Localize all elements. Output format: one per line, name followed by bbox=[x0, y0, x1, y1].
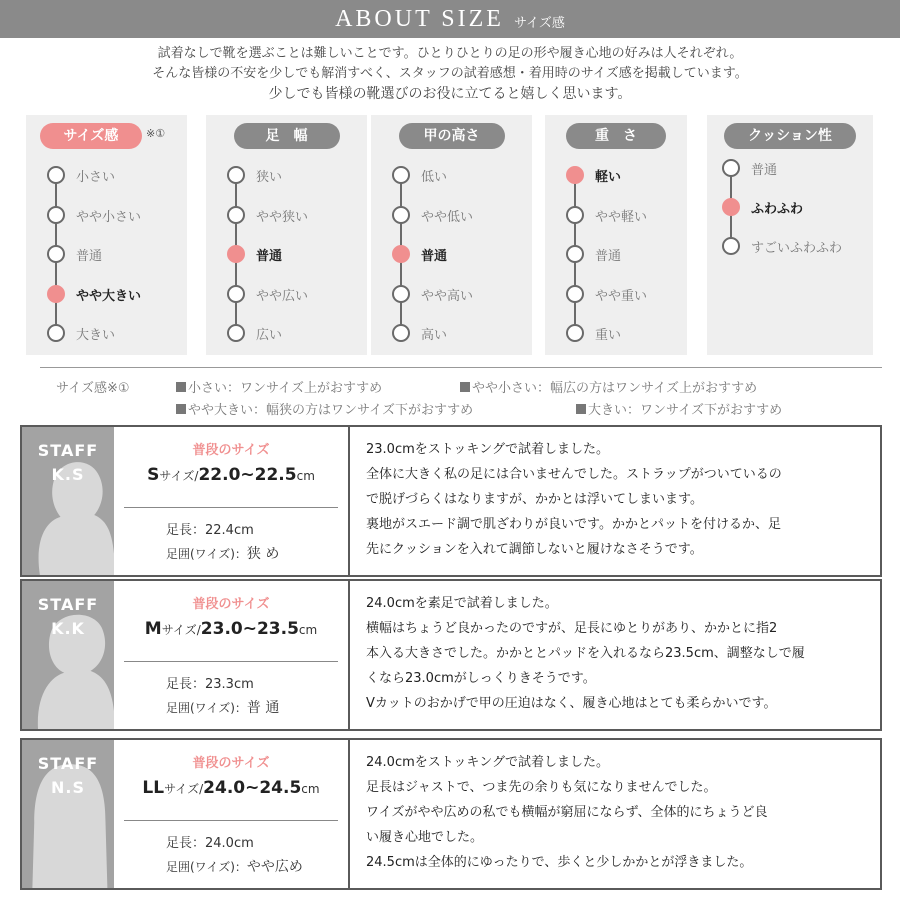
option-marker bbox=[227, 285, 245, 303]
staff-size-info bbox=[114, 740, 348, 888]
legend-item: やや小さい：幅広の方はワンサイズ上がおすすめ bbox=[460, 377, 757, 396]
option-label: 普通 bbox=[76, 249, 103, 264]
option-label: やや軽い bbox=[595, 209, 648, 225]
intro-line-2: そんな皆様の不安を少しでも解消すべく、スタッフの試着感想・着用時のサイズ感を掲載しています。 bbox=[152, 66, 748, 81]
scale-panel bbox=[371, 115, 532, 355]
option-marker bbox=[47, 324, 65, 342]
scale-title: 甲の高さ bbox=[399, 123, 505, 149]
staff-card bbox=[20, 738, 882, 890]
option-marker bbox=[722, 159, 740, 177]
option-label: 普通 bbox=[751, 163, 778, 178]
comment-line: 裏地がスエード調で肌ざわりが良いです。かかとパットを付けるか、足 bbox=[366, 517, 781, 532]
usual-size-label: 普段のサイズ bbox=[192, 443, 270, 458]
usual-size-label: 普段のサイズ bbox=[192, 756, 270, 771]
divider bbox=[124, 820, 338, 821]
comment-line: 全体に大きく私の足には合いませんでした。ストラップがついているの bbox=[366, 467, 782, 482]
staff-size-info bbox=[114, 581, 348, 729]
foot-length: 足長：22.4cm bbox=[166, 523, 254, 538]
legend-item: 大きい：ワンサイズ下がおすすめ bbox=[576, 399, 782, 418]
selected-marker bbox=[392, 245, 410, 263]
option-marker bbox=[47, 245, 65, 263]
scale-panel bbox=[206, 115, 367, 355]
selected-marker bbox=[566, 166, 584, 184]
legend-label: サイズ感※① bbox=[56, 381, 130, 396]
selected-marker bbox=[47, 285, 65, 303]
usual-size: LLサイズ/24.0~24.5cm bbox=[142, 778, 320, 798]
option-label: 軽い bbox=[595, 170, 622, 185]
divider bbox=[40, 367, 882, 368]
option-label: やや低い bbox=[421, 209, 474, 225]
comment-line: くなら23.0cmがしっくりきそうです。 bbox=[366, 671, 596, 686]
option-marker bbox=[227, 166, 245, 184]
foot-width: 足囲(ワイズ)：やや広め bbox=[166, 859, 303, 875]
scale-title: クッション性 bbox=[724, 123, 856, 149]
option-marker bbox=[47, 166, 65, 184]
usual-size: Sサイズ/22.0~22.5cm bbox=[147, 465, 315, 485]
divider bbox=[124, 661, 338, 662]
option-marker bbox=[566, 206, 584, 224]
scale-title: 重 さ bbox=[566, 123, 666, 149]
divider bbox=[124, 507, 338, 508]
option-label: 広い bbox=[256, 328, 283, 343]
scale-title: サイズ感 bbox=[40, 123, 142, 149]
comment-line: 本入る大きさでした。かかととパッドを入れるなら23.5cm、調整なしで履 bbox=[366, 646, 805, 661]
staff-photo-area bbox=[22, 740, 114, 888]
option-label: やや大きい bbox=[76, 288, 142, 304]
legend-item: やや大きい：幅狭の方はワンサイズ下がおすすめ bbox=[176, 399, 473, 418]
scale-panel bbox=[707, 115, 873, 355]
comment-line: 足長はジャストで、つま先の余りも気になりませんでした。 bbox=[366, 780, 717, 795]
option-marker bbox=[566, 324, 584, 342]
option-label: やや小さい bbox=[76, 209, 142, 225]
option-marker bbox=[227, 324, 245, 342]
comment-line: 24.0cmをストッキングで試着しました。 bbox=[366, 755, 609, 770]
usual-size: Mサイズ/23.0~23.5cm bbox=[144, 619, 318, 639]
foot-width: 足囲(ワイズ)：普 通 bbox=[166, 700, 280, 716]
option-marker bbox=[566, 245, 584, 263]
option-label: 普通 bbox=[595, 249, 622, 264]
option-marker bbox=[392, 285, 410, 303]
card-divider bbox=[348, 581, 350, 729]
foot-length: 足長：23.3cm bbox=[166, 677, 254, 692]
header-subtitle: サイズ感 bbox=[513, 15, 565, 31]
card-divider bbox=[348, 427, 350, 575]
comment-line: 23.0cmをストッキングで試着しました。 bbox=[366, 442, 609, 457]
staff-photo-area bbox=[22, 581, 114, 729]
scale-panel bbox=[26, 115, 187, 355]
staff-comment bbox=[366, 750, 876, 875]
comment-line: Vカットのおかげで甲の圧迫はなく、履き心地はとても柔らかいです。 bbox=[366, 696, 777, 711]
scale-title: 足 幅 bbox=[234, 123, 340, 149]
legend-item: 小さい：ワンサイズ上がおすすめ bbox=[176, 377, 382, 396]
option-label: やや高い bbox=[421, 288, 474, 304]
comment-line: 24.0cmを素足で試着しました。 bbox=[366, 596, 558, 611]
staff-name: STAFF K.S bbox=[37, 441, 99, 484]
option-label: やや広い bbox=[256, 288, 309, 304]
scale-note: ※① bbox=[146, 127, 166, 140]
option-marker bbox=[392, 324, 410, 342]
intro-line-3: 少しでも皆様の靴選びのお役に立てると嬉しく思います。 bbox=[268, 86, 632, 102]
usual-size-label: 普段のサイズ bbox=[192, 597, 270, 612]
option-label: すごいふわふわ bbox=[751, 241, 843, 256]
selected-marker bbox=[722, 198, 740, 216]
option-marker bbox=[392, 206, 410, 224]
option-label: 重い bbox=[595, 328, 622, 343]
option-marker bbox=[566, 285, 584, 303]
option-label: 低い bbox=[421, 170, 448, 185]
intro-text bbox=[0, 44, 900, 104]
selected-marker bbox=[227, 245, 245, 263]
foot-length: 足長：24.0cm bbox=[166, 836, 254, 851]
option-marker bbox=[47, 206, 65, 224]
card-divider bbox=[348, 740, 350, 888]
comment-line: ワイズがやや広めの私でも横幅が窮屈にならず、全体的にちょうど良 bbox=[366, 805, 768, 820]
staff-name: STAFF K.K bbox=[37, 595, 99, 638]
option-label: やや狭い bbox=[256, 209, 309, 225]
intro-line-1: 試着なしで靴を選ぶことは難しいことです。ひとりひとりの足の形や履き心地の好みは人それぞれ。 bbox=[157, 46, 743, 61]
foot-width: 足囲(ワイズ)：狭 め bbox=[166, 546, 280, 562]
staff-name: STAFF N.S bbox=[37, 754, 99, 797]
staff-card bbox=[20, 425, 882, 577]
option-marker bbox=[227, 206, 245, 224]
staff-photo-area bbox=[22, 427, 114, 575]
comment-line: 先にクッションを入れて調節しないと履けなさそうです。 bbox=[366, 542, 703, 557]
option-label: 高い bbox=[421, 328, 448, 343]
option-label: 大きい bbox=[76, 328, 116, 343]
option-marker bbox=[392, 166, 410, 184]
option-label: 小さい bbox=[76, 170, 116, 185]
scale-panel bbox=[545, 115, 687, 355]
header-title: ABOUT SIZE bbox=[335, 5, 504, 32]
option-label: 狭い bbox=[256, 170, 283, 185]
option-label: やや重い bbox=[595, 288, 648, 304]
staff-comment bbox=[366, 591, 876, 716]
option-label: 普通 bbox=[421, 249, 448, 264]
option-label: 普通 bbox=[256, 249, 283, 264]
comment-line: 24.5cmは全体的にゆったりで、歩くと少しかかとが浮きました。 bbox=[366, 855, 753, 870]
staff-card bbox=[20, 579, 882, 731]
comment-line: い履き心地でした。 bbox=[366, 830, 484, 845]
staff-size-info bbox=[114, 427, 348, 575]
comment-line: 横幅はちょうど良かったのですが、足長にゆとりがあり、かかとに指2 bbox=[366, 621, 778, 636]
comment-line: で脱げづらくはなりますが、かかとは浮いてしまいます。 bbox=[366, 492, 703, 507]
option-label: ふわふわ bbox=[751, 202, 804, 217]
header-banner bbox=[0, 0, 900, 38]
staff-comment bbox=[366, 437, 876, 562]
option-marker bbox=[722, 237, 740, 255]
